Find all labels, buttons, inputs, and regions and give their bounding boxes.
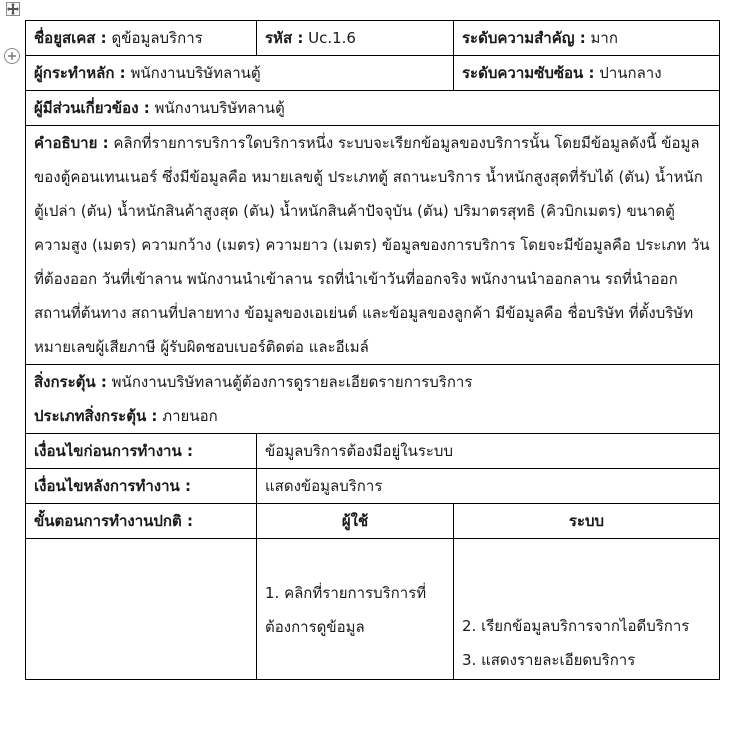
table-row	[26, 126, 720, 365]
stakeholder-label: ผู้มีส่วนเกี่ยวข้อง :	[34, 99, 150, 117]
system-steps-cell[interactable]	[454, 539, 720, 680]
use-case-name-value: ดูข้อมูลบริการ	[111, 29, 203, 47]
user-step-1: 1. คลิกที่รายการบริการที่ต้องการดูข้อมูล	[265, 584, 427, 636]
table-row	[26, 365, 720, 434]
complexity-value: ปานกลาง	[599, 64, 662, 82]
use-case-name-label: ชื่อยูสเคส :	[34, 29, 107, 47]
use-case-id-value: Uc.1.6	[308, 29, 356, 47]
trigger-cell[interactable]	[26, 365, 720, 434]
postcondition-label[interactable]: เงื่อนไขหลังการทำงาน :	[26, 469, 257, 504]
complexity-label: ระดับความซับซ้อน :	[462, 64, 595, 82]
table-row	[26, 504, 720, 539]
stakeholder-value: พนักงานบริษัทลานตู้	[154, 99, 285, 117]
table-row	[26, 434, 720, 469]
use-case-name-cell[interactable]	[26, 21, 257, 56]
precondition-label[interactable]: เงื่อนไขก่อนการทำงาน :	[26, 434, 257, 469]
stakeholder-cell[interactable]	[26, 91, 720, 126]
table-row	[26, 539, 720, 680]
use-case-table	[25, 20, 720, 680]
trigger-type-label: ประเภทสิ่งกระตุ้น :	[34, 407, 158, 425]
description-value: คลิกที่รายการบริการใดบริการหนึ่ง ระบบจะเรียกข้อมูลของบริการนั้น โดยมีข้อมูลดังนี้ ข้อมูลของตู้คอนเทนเนอร์ ซึ่งมีข้อมูลคือ หมายเลขตู้ ประเภทตู้ สถานะบริการ น้ำหนักสูงสุดที่รับได้ (ตัน) น้ำหนักตู้เปล่า (ตัน) น้ำหนักสินค้าสูงสุด (ตัน) น้ำหนักสินค้าปัจจุบัน (ตัน) ปริมาตรสุทธิ (คิวบิกเมตร) ขนาดตู้ ความสูง (เมตร) ความกว้าง (เมตร) ความยาว (เมตร) ข้อมูลของการบริการ โดยจะมีข้อมูลคือ ประเภท วันที่ต้องออก วันที่เข้าลาน พนักงานนำเข้าลาน รถที่นำเข้าวันที่ออกจริง พนักงานนำออกลาน รถที่นำออก สถานที่ต้นทาง สถานที่ปลายทาง ข้อมูลของเอเย่นต์ และข้อมูลของลูกค้า มีข้อมูลคือ ชื่อบริษัท ที่ตั้งบริษัท หมายเลขผู้เสียภาษี ผู้รับผิดชอบเบอร์ติดต่อ และอีเมล์	[34, 134, 710, 356]
primary-actor-cell[interactable]	[26, 56, 454, 91]
table-row	[26, 56, 720, 91]
table-row	[26, 469, 720, 504]
system-step-3: 3. แสดงรายละเอียดบริการ	[462, 650, 636, 669]
use-case-id-label: รหัส :	[265, 29, 304, 47]
table-move-handle-icon[interactable]	[6, 2, 20, 16]
table-row	[26, 91, 720, 126]
complexity-cell[interactable]	[454, 56, 720, 91]
system-step-2: 2. เรียกข้อมูลบริการจากไอดีบริการ	[462, 616, 690, 635]
importance-cell[interactable]	[454, 21, 720, 56]
primary-actor-label: ผู้กระทำหลัก :	[34, 64, 126, 82]
description-cell[interactable]	[26, 126, 720, 365]
importance-label: ระดับความสำคัญ :	[462, 29, 586, 47]
table-row	[26, 21, 720, 56]
trigger-label: สิ่งกระตุ้น :	[34, 373, 107, 391]
trigger-type-value: ภายนอก	[162, 407, 218, 425]
precondition-value[interactable]: ข้อมูลบริการต้องมีอยู่ในระบบ	[257, 434, 720, 469]
use-case-id-cell[interactable]	[257, 21, 454, 56]
importance-value: มาก	[590, 29, 618, 47]
primary-actor-value: พนักงานบริษัทลานตู้	[130, 64, 261, 82]
flow-label[interactable]: ขั้นตอนการทำงานปกติ :	[26, 504, 257, 539]
user-steps-cell[interactable]	[257, 539, 454, 680]
system-column-header[interactable]: ระบบ	[454, 504, 720, 539]
trigger-value: พนักงานบริษัทลานตู้ต้องการดูรายละเอียดรายการบริการ	[111, 373, 473, 391]
flow-empty-cell[interactable]	[26, 539, 257, 680]
add-row-icon[interactable]	[4, 48, 20, 64]
postcondition-value[interactable]: แสดงข้อมูลบริการ	[257, 469, 720, 504]
user-column-header[interactable]: ผู้ใช้	[257, 504, 454, 539]
description-label: คำอธิบาย :	[34, 134, 109, 152]
